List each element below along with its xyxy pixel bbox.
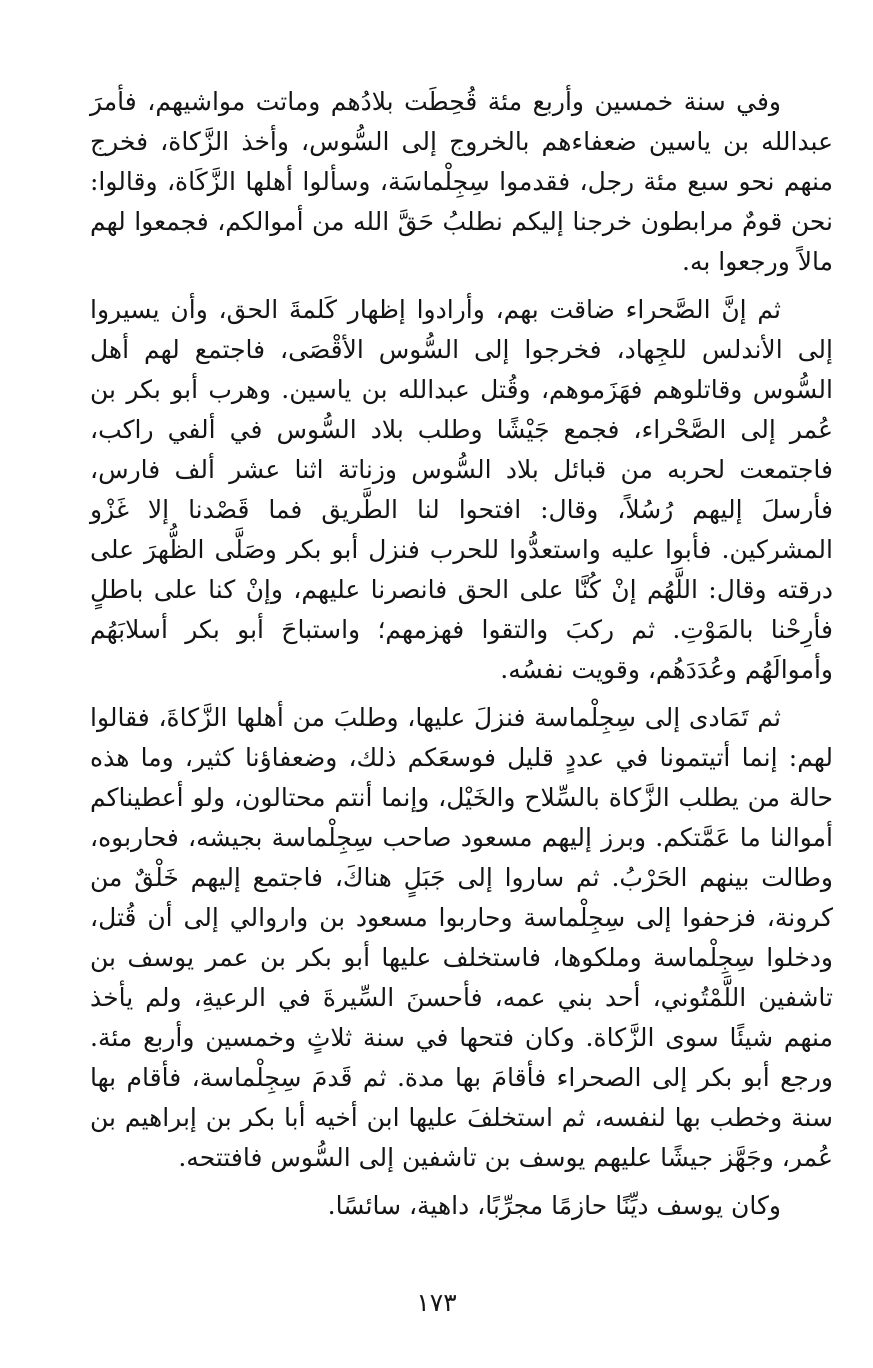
body-text — [90, 82, 833, 1226]
paragraph-4: وكان يوسف ديِّنًا حازمًا مجرِّبًا، داهية، سائسًا. — [327, 1191, 781, 1220]
page-number: ١٧٣ — [416, 1288, 457, 1317]
paragraph-2: ثم إنَّ الصَّحراء ضاقت بهم، وأرادوا إظهار كَلمةَ الحق، وأن يسيروا إلى الأندلس للجِهاد، فخرجوا إلى السُّوس الأقْصَى، فاجتمع لهم أهل السُّوس وقاتلوهم فهَزَموهم، وقُتل عبدالله بن ياسين. وهرب أبو بكر بن عُمر إلى الصَّحْراء، فجمع جَيْشًا وطلب بلاد السُّوس في ألفي راكب، فاجتمعت لحربه من قبائل بلاد السُّوس وزناتة اثنا عشر ألف فارس، فأرسلَ إليهم رُسُلاً، وقال: افتحوا لنا الطَّريق فما قَصْدنا إلا غَزْو المشركين. فأبوا عليه واستعدُّوا للحرب فنزل أبو بكر وصَلَّى الظُّهرَ على درقته وقال: اللَّهُم إنْ كُنَّا على الحق فانصرنا عليهم، وإنْ كنا على باطلٍ فأرِحْنا بالمَوْتِ. ثم ركبَ والتقوا فهزمهم؛ واستباحَ أبو بكر أسلابَهُم وأموالَهُم وعُدَدَهُم، وقويت نفسُه. — [90, 295, 833, 684]
paragraph-1: وفي سنة خمسين وأربع مئة قُحِطَت بلادُهم وماتت مواشيهم، فأمرَ عبدالله بن ياسين ضعفاءهم بالخروج إلى السُّوس، وأخذ الزَّكاة، فخرج منهم نحو سبع مئة رجل، فقدموا سِجِلْماسَة، وسألوا أهلها الزَّكَاة، وقالوا: نحن قومٌ مرابطون خرجنا إليكم نطلبُ حَقَّ الله من أموالكم، فجمعوا لهم مالاً ورجعوا به. — [90, 87, 833, 276]
paragraph-3: ثم تَمَادى إلى سِجِلْماسة فنزلَ عليها، وطلبَ من أهلها الزَّكاةَ، فقالوا لهم: إنما أتيتمونا في عددٍ قليل فوسعَكم ذلك، وضعفاؤنا كثير، وما هذه حالة من يطلب الزَّكاة بالسِّلاح والخَيْل، وإنما أنتم محتالون، ولو أعطيناكم أموالنا ما عَمَّتكم. وبرز إليهم مسعود صاحب سِجِلْماسة بجيشه، فحاربوه، وطالت بينهم الحَرْبُ. ثم ساروا إلى جَبَلٍ هناكَ، فاجتمع إليهم خَلْقٌ من كرونة، فزحفوا إلى سِجِلْماسة وحاربوا مسعود بن واروالي إلى أن قُتل، ودخلوا سِجِلْماسة وملكوها، فاستخلف عليها أبو بكر بن عمر يوسف بن تاشفين اللَّمْتُوني، أحد بني عمه، فأحسنَ السِّيرةَ في الرعيةِ، ولم يأخذ منهم شيئًا سوى الزَّكاة. وكان فتحها في سنة ثلاثٍ وخمسين وأربع مئة. ورجع أبو بكر إلى الصحراء فأقامَ بها مدة. ثم قَدمَ سِجِلْماسة، فأقام بها سنة وخطب بها لنفسه، ثم استخلفَ عليها ابن أخيه أبا بكر بن إبراهيم بن عُمر، وجَهَّز جيشًا عليهم يوسف بن تاشفين إلى السُّوس فافتتحه. — [90, 703, 833, 1172]
